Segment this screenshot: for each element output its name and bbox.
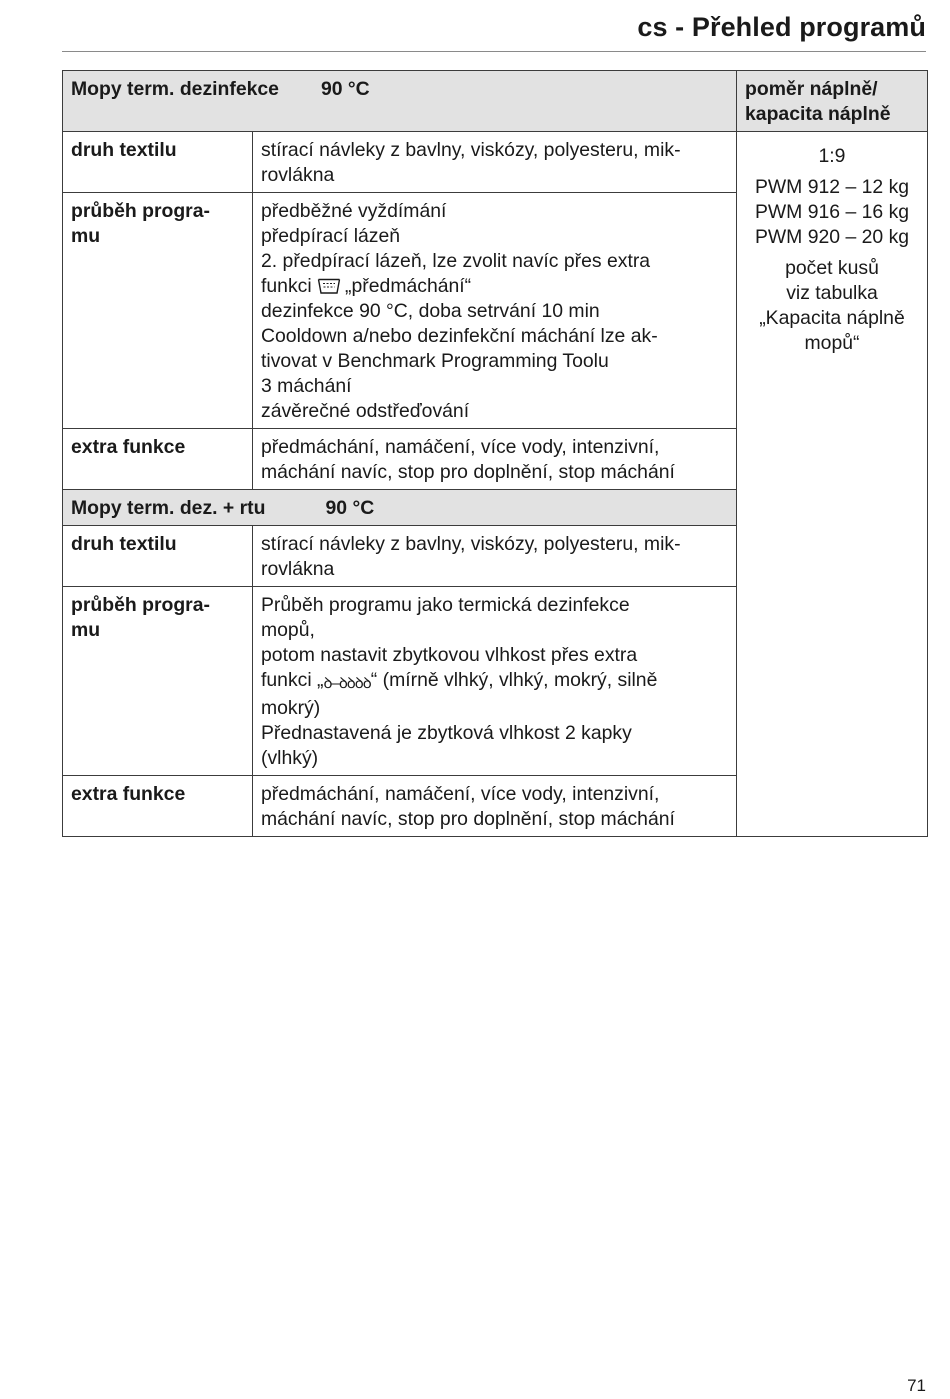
- load-ratio-header-line: poměr náplně/: [745, 78, 878, 100]
- model-capacity-list: [745, 175, 919, 250]
- row-value-line: [261, 274, 728, 299]
- row-value-text: „předmáchání“: [345, 275, 472, 297]
- row-value-line: 2. předpírací lázeň, lze zvolit navíc přes extra: [261, 250, 651, 272]
- row-label: druh textilu: [63, 526, 253, 587]
- row-value: [253, 429, 737, 490]
- load-ratio-cell: [737, 132, 928, 837]
- program-table: [62, 70, 928, 837]
- row-value: [253, 132, 737, 193]
- row-label: [63, 587, 253, 776]
- row-value-line: předmáchání, namáčení, více vody, intenzivní,: [261, 436, 660, 458]
- capacity-note-line: mopů“: [804, 332, 860, 354]
- row-value-text: funkci „: [261, 669, 324, 691]
- row-value-text: “ (mírně vlhký, vlhký, mokrý, silně: [370, 669, 658, 691]
- row-label: [63, 193, 253, 429]
- row-value: [253, 776, 737, 837]
- moisture-drops-icon: ꝺ–ꝺꝺꝺꝺ: [323, 675, 371, 692]
- model-capacity: PWM 912 – 12 kg: [754, 176, 910, 198]
- load-ratio-header: [737, 71, 928, 132]
- model-capacity: PWM 916 – 16 kg: [754, 201, 910, 223]
- row-label-line: mu: [71, 225, 101, 247]
- row-value-line: rovlákna: [261, 558, 335, 580]
- row-value-line: dezinfekce 90 °C, doba setrvání 10 min: [261, 300, 600, 322]
- capacity-note-line: počet kusů: [785, 257, 879, 279]
- row-value-line: mokrý): [261, 697, 321, 719]
- section-title: Mopy term. dezinfekce: [71, 78, 279, 100]
- prewash-tub-icon: [317, 277, 341, 295]
- row-value-line: předmáchání, namáčení, více vody, intenzivní,: [261, 783, 660, 805]
- capacity-note-line: viz tabulka: [786, 282, 878, 304]
- row-value-line: stírací návleky z bavlny, viskózy, polyesteru, mik-: [261, 533, 681, 555]
- row-value-line: předpírací lázeň: [261, 225, 401, 247]
- section-title-cell: [63, 490, 737, 526]
- row-label-line: mu: [71, 619, 101, 641]
- capacity-note-line: „Kapacita náplně: [759, 307, 905, 329]
- row-label-line: průběh progra-: [71, 200, 210, 222]
- row-value-line: [261, 668, 728, 696]
- row-value-line: tivovat v Benchmark Programming Toolu: [261, 350, 609, 372]
- load-ratio-value: 1:9: [818, 145, 846, 167]
- section-temperature: 90 °C: [325, 497, 375, 519]
- row-value-line: Průběh programu jako termická dezinfekce: [261, 594, 630, 616]
- row-value-line: stírací návleky z bavlny, viskózy, polyesteru, mik-: [261, 139, 681, 161]
- row-value: [253, 526, 737, 587]
- row-label: extra funkce: [63, 776, 253, 837]
- section-title: Mopy term. dez. + rtu: [71, 497, 266, 519]
- section-title-cell: [63, 71, 737, 132]
- section-header-mops-thermal-disinfection: [63, 71, 928, 132]
- header-divider: [62, 51, 926, 52]
- row-value-text: funkci: [261, 275, 312, 297]
- row-value-line: mopů,: [261, 619, 315, 641]
- row-label-line: průběh progra-: [71, 594, 210, 616]
- row-value-line: (vlhký): [261, 747, 319, 769]
- row-label: druh textilu: [63, 132, 253, 193]
- row-value: [253, 193, 737, 429]
- row-value-line: Cooldown a/nebo dezinfekční máchání lze ak-: [261, 325, 658, 347]
- row-value-line: máchání navíc, stop pro doplnění, stop máchání: [261, 808, 675, 830]
- model-capacity: PWM 920 – 20 kg: [754, 226, 910, 248]
- capacity-note: [745, 256, 919, 356]
- row-value-line: potom nastavit zbytkovou vlhkost přes extra: [261, 644, 638, 666]
- row-value-line: závěrečné odstřeďování: [261, 400, 470, 422]
- page-title: cs - Přehled programů: [637, 12, 926, 42]
- table-row-textile-type: [63, 132, 928, 193]
- row-value-line: předběžné vyždímání: [261, 200, 447, 222]
- row-value: [253, 587, 737, 776]
- row-value-line: 3 máchání: [261, 375, 352, 397]
- page-number: 71: [907, 1376, 926, 1395]
- row-value-line: máchání navíc, stop pro doplnění, stop máchání: [261, 461, 675, 483]
- section-temperature: 90 °C: [320, 78, 370, 100]
- row-value-line: Přednastavená je zbytková vlhkost 2 kapky: [261, 722, 632, 744]
- row-value-line: rovlákna: [261, 164, 335, 186]
- row-label: extra funkce: [63, 429, 253, 490]
- load-ratio-header-line: kapacita náplně: [745, 103, 891, 125]
